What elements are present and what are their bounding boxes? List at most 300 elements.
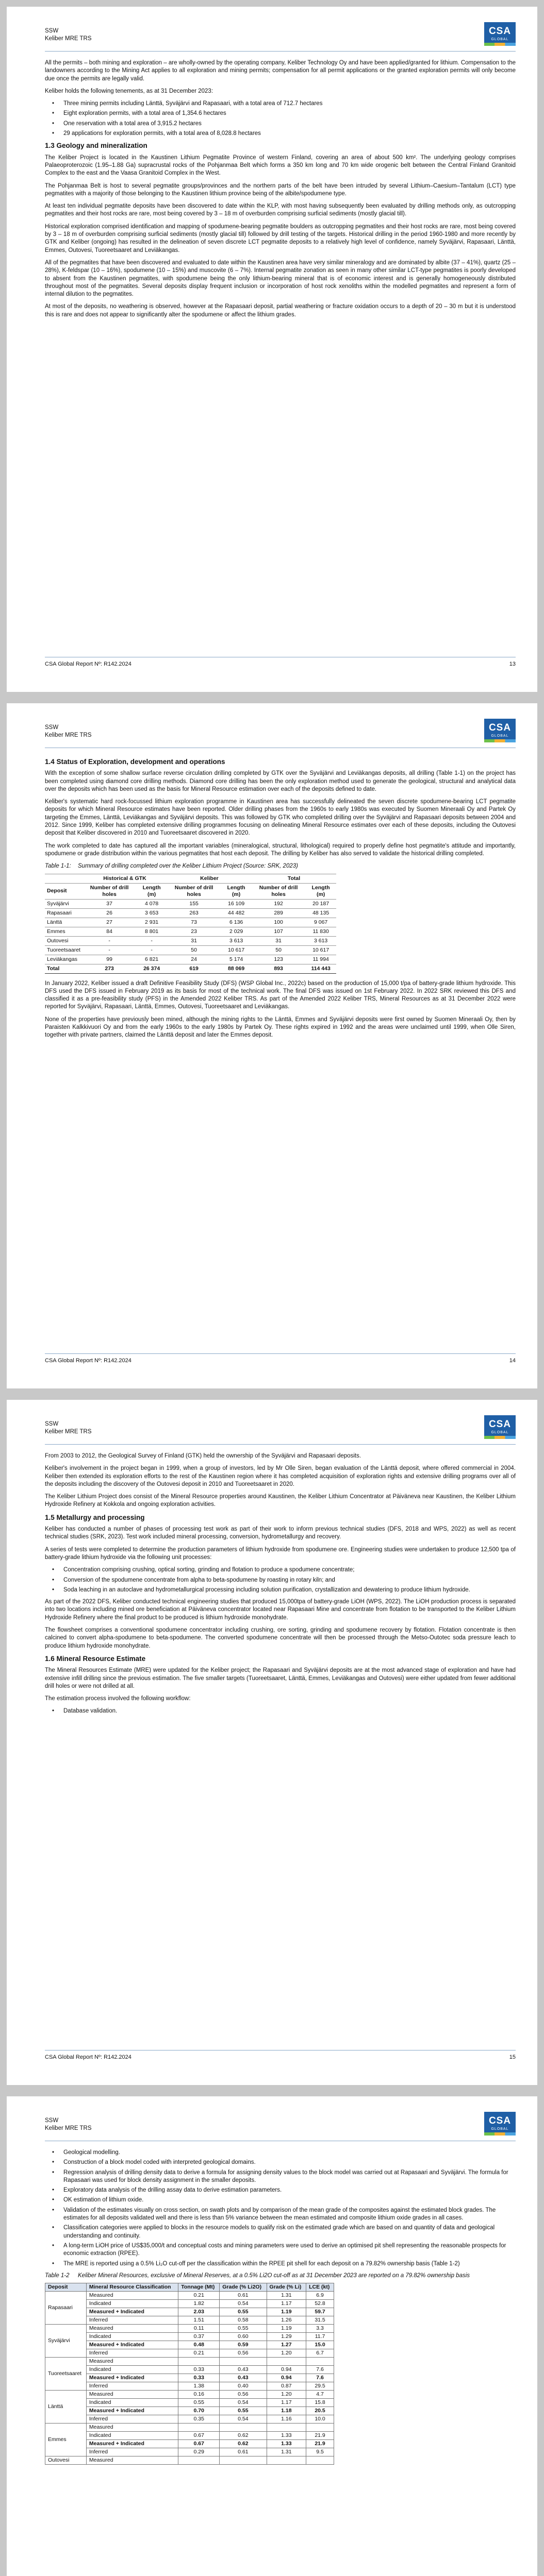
table-cell: 0.43 [220,2374,267,2382]
logo-subtext: GLOBAL [491,1431,509,1434]
table-cell: 114 443 [305,964,336,973]
bullet-item: • Conversion of the spodumene concentrate from alpha to beta-spodumene by roasting in rotary kiln; and [63,1577,516,1584]
company-name: SSW [45,1421,59,1427]
table-row [45,2341,334,2349]
table-row [45,955,336,964]
table-cell: 2 931 [136,918,167,927]
table-cell: 123 [252,955,305,964]
table-cell: Inferred [86,2349,178,2358]
table-row [45,2374,334,2382]
paragraph: None of the properties have previously been mined, although the mining rights to the Länttä, Emmes and Syväjärvi deposits were first owned by Suomen Mineraali Oy, then by Paraisten Kalkkivuori Oy and from the early 1960s to the early 1980s by Partek Oy. These rights expired in 1992 and the areas were unclaimed until 1999, when Olle Siren, together with private partners, claimed the Länttä deposit and later the Emmes deposit. [45,1016,516,1039]
table-cell: Indicated [86,2399,178,2407]
header-cell: Number of drill holes [167,883,221,899]
bullet-list [63,1707,516,1715]
header-cell: Length (m) [221,883,252,899]
table-row [45,2432,334,2440]
report-number: CSA Global Report Nº: R142.2024 [45,1358,131,1364]
table-cell: 1.16 [267,2415,306,2424]
table-cell: 1.26 [267,2316,306,2325]
paragraph: The estimation process involved the following workflow: [45,1696,191,1702]
table-cell: 4.7 [306,2391,334,2399]
table-cell: 0.35 [178,2415,220,2424]
report-page [7,2096,537,2576]
table-row [45,899,336,908]
table-cell: 1.31 [267,2448,306,2456]
report-name: Keliber MRE TRS [45,36,92,42]
table-caption-text: Summary of drilling completed over the Keliber Lithium Project (Source: SRK, 2023) [78,863,298,870]
bullet-list [63,2149,516,2268]
table-cell: 2.03 [178,2308,220,2316]
table-cell: 3.3 [306,2325,334,2333]
table-cell: 1.27 [267,2341,306,2349]
bullet-list [63,1566,516,1594]
table-row [45,2333,334,2341]
header-cell: Number of drill holes [83,883,136,899]
table-row [45,2325,334,2333]
paragraph: Keliber's systematic hard rock-focussed lithium exploration programme in Kaustinen area has successfully delineated the seven discrete spodumene-bearing LCT pegmatite deposits for which Mineral Resource estimates have been reported. Older drilling phases from the 1960s to early 1980s was executed by Suomen Mineraali Oy and Partek Oy targeting the Emmes, Länttä, Leviäkangas and Syväjärvi deposits. This was followed by GTK who completed drilling over the Syväjärvi and Rapasaari deposits between 2004 and 2012. Since 1999, Keliber has completed extensive drilling programmes focusing on delineating Mineral Resource estimates over each of these deposits, including the Outovesi deposit that Keliber discovered in 2010 and Tuoreetsaaret discovered in 2020. [45,799,516,837]
table-cell: 0.54 [220,2399,267,2407]
table-cell: 37 [83,899,136,908]
table-cell: - [83,936,136,945]
table-cell: 1.82 [178,2300,220,2308]
table-cell: 0.55 [220,2308,267,2316]
table-row [45,2456,334,2465]
table-cell: Measured + Indicated [86,2341,178,2349]
bullet-item: • Soda leaching in an autoclave and hydrometallurgical processing including solution purification, crystallization and dewatering to produce lithium hydroxide. [63,1586,516,1594]
table-row [45,2382,334,2391]
table-cell [306,2424,334,2432]
page-body [45,2149,516,2465]
logo-text: CSA [488,26,512,37]
header-cell: Number of drill holes [252,883,305,899]
page-header [45,724,92,739]
table-cell: 1.51 [178,2316,220,2325]
table-cell: 0.54 [220,2300,267,2308]
paragraph: The Keliber Project is located in the Kaustinen Lithium Pegmatite Province of western Finland, covering an area of about 500 km². The underlying geology comprises Palaeoproterozoic (1.95–1.88 Ga) supracrustal rocks of the Pohjanmaa Belt which forms a 350 km long and 70 km wide orogenic belt between the Central Finland Granitoid Complex to the east and the Vaasa Granitoid Complex in the West. [45,154,516,177]
table-cell: 0.40 [220,2382,267,2391]
table-cell: 0.55 [220,2407,267,2415]
table-cell [267,2424,306,2432]
table-cell: 0.94 [267,2374,306,2382]
page-number: 14 [509,1358,516,1364]
table-cell: 107 [252,927,305,936]
paragraph: Keliber's involvement in the project began in 1999, when a group of investors, led by Mr Olle Siren, began evaluation of the Länttä deposit, where offered commercial in 2004. Keliber then extended its exploration efforts to the rest of the Kaustinen region where it has completed acquisition of exploration rights and extensive drilling programs over all of the deposits including the discovery of the Outovesi deposit in 2010 and Tuoreetsaaret in 2020. [45,1465,516,1487]
table-row [45,2424,334,2432]
table-row [45,908,336,918]
bullet-item: • The MRE is reported using a 0.5% Li₂O cut-off per the classification within the RPEE pit shell for each deposit on a 79.82% ownership basis (Table 1-2) [63,2260,516,2268]
paragraph: In January 2022, Keliber issued a draft Definitive Feasibility Study (DFS) (WSP Global Inc., 2022c) based on the production of 15,000 t/pa of battery-grade lithium hydroxide. This DFS used the DFS issued in February 2019 as its basis for most of the technical work. The final DFS was issued on 1st February 2022. In 2022 SRK reviewed this DFS and classified it as a pre-feasibility study (PFS) in the Amended 2022 Keliber TRS. As part of the Amended 2022 Keliber TRS, Mineral Resources as at 31 December 2022 were reported for Syväjärvi, Rapasaari, Länttä, Emmes, Outovesi, Tuoreetsaaret and Leviäkangas. [45,980,516,1010]
bullet-item: • Eight exploration permits, with a total area of 1,354.6 hectares [63,110,516,117]
table-cell: 1.29 [267,2333,306,2341]
table-cell: Measured + Indicated [86,2308,178,2316]
bullet-item: • Database validation. [63,1707,516,1715]
table-cell: 4 078 [136,899,167,908]
table-cell: Indicated [86,2432,178,2440]
table-cell: 9 067 [305,918,336,927]
group-header-cell: Total [252,874,336,883]
table-cell: 0.21 [178,2349,220,2358]
table-cell: 1.20 [267,2391,306,2399]
table-cell: 6.9 [306,2292,334,2300]
table-cell: 0.33 [178,2366,220,2374]
table-cell: 0.55 [178,2399,220,2407]
table-cell [220,2456,267,2465]
header-cell [45,874,83,883]
table-cell: 2 029 [221,927,252,936]
logo-color-bar [484,43,516,46]
table-cell: 50 [252,945,305,955]
table-cell: 31 [167,936,221,945]
paragraph: The Keliber Lithium Project does consist of the Mineral Resource properties around Kaustinen, the Keliber Lithium Concentrator at Päiväneva near Kaustinen, the Keliber Lithium Hydroxide Refinery at Kokkola and ongoing exploration activities. [45,1494,516,1508]
table-cell: 0.54 [220,2415,267,2424]
table-cell: 20.5 [306,2407,334,2415]
header-cell: Grade (% Li) [267,2283,306,2292]
table-cell: 3 613 [305,936,336,945]
logo-color-bar [484,2132,516,2136]
table-cell: 59.7 [306,2308,334,2316]
table-cell: 31 [252,936,305,945]
table-cell: 619 [167,964,221,973]
table-row [45,2391,334,2399]
table-cell: 15.0 [306,2341,334,2349]
header-cell: Tonnage (Mt) [178,2283,220,2292]
csa-global-logo [484,2112,516,2136]
table-cell: 0.61 [220,2292,267,2300]
bullet-item: • Classification categories were applied to blocks in the resource models to qualify risk on the estimated grade which are based on and quantity of data and geological understanding and continuity. [63,2224,516,2240]
table-cell [306,2456,334,2465]
paragraph: All the permits – both mining and exploration – are wholly-owned by the operating company, Keliber Technology Oy and have been applied/granted for lithium. Compensation to the landowners according to the Mining Act applies to all exploration and mining permits; compensation for all permit applications or the granted exploration permits will only become due once the permits are legally valid. [45,60,516,82]
table-cell [178,2456,220,2465]
page-body [45,1452,516,1720]
table-row [45,2415,334,2424]
table-cell: Indicated [86,2366,178,2374]
bullet-item: • Three mining permits including Länttä, Syväjärvi and Rapasaari, with a total area of 712.7 hectares [63,100,516,108]
report-name: Keliber MRE TRS [45,2125,92,2131]
table-cell: 0.61 [220,2448,267,2456]
table-group-header [45,874,336,883]
table-cell: 0.43 [220,2366,267,2374]
table-cell: Indicated [86,2333,178,2341]
paragraph: As part of the 2022 DFS, Keliber conducted technical engineering studies that produced 15,000tpa of battery-grade LiOH (WPS, 2022). The LiOH production process is separated into two locations including mined ore beneficiation at Päiväneva concentrator located near Rapasaari Mine and concentrate from flotation to be transported to the Keliber Lithium Hydroxide Refinery where the final product to be produced is lithium hydroxide monohydrate. [45,1599,516,1621]
page-body [45,756,516,1044]
table-cell: 0.87 [267,2382,306,2391]
table-row [45,2300,334,2308]
table-cell: 88 069 [221,964,252,973]
header-cell: Deposit [45,883,83,899]
table-cell: - [136,945,167,955]
table-cell: 0.67 [178,2432,220,2440]
table-cell: 11 994 [305,955,336,964]
paragraph: Keliber has conducted a number of phases of processing test work as part of their work to inform previous technical studies (DFS, 2018 and WPS, 2022) as well as recent technical studies (SRK, 2023). Test work included mineral processing, conversion, hydrometallurgy and recovery. [45,1526,516,1540]
table-row [45,945,336,955]
table-cell: 27 [83,918,136,927]
table-cell [178,2358,220,2366]
table-cell: - [136,936,167,945]
logo-color-bar [484,1436,516,1439]
logo-color-bar [484,739,516,742]
table-cell: 1.33 [267,2432,306,2440]
table-caption [45,2272,516,2280]
table-cell: Measured [86,2292,178,2300]
table-caption [45,862,516,870]
table-cell [220,2358,267,2366]
table-cell: 26 374 [136,964,167,973]
table-cell: 273 [83,964,136,973]
table-cell: 7.6 [306,2366,334,2374]
group-header-cell: Historical & GTK [83,874,167,883]
table-cell: Measured + Indicated [86,2374,178,2382]
report-page [7,7,537,692]
table-row [45,2448,334,2456]
bullet-item: • Validation of the estimates visually on cross section, on swath plots and by comparison of the mean grade of the composites against the estimated block grades. The estimates for all deposits validated well and there is less than 5% variance between the mean estimated and composite lithium oxide grades in all cases. [63,2207,516,2223]
deposit-cell: Syväjärvi [45,2325,87,2358]
table-cell: 11.7 [306,2333,334,2341]
table-cell: 1.19 [267,2325,306,2333]
logo-text: CSA [488,722,512,733]
paragraph: At least ten individual pegmatite deposits have been discovered to date within the KLP, with most having subsequently been evaluated by drilling methods only, as outcropping pegmatites and their host rocks are rare, most being covered by 3 – 18 m of overburden comprising surficial sediments (mostly glacial till). [45,203,516,217]
table-cell: 100 [252,918,305,927]
table-cell: 7.6 [306,2374,334,2382]
table-cell: 10 617 [221,945,252,955]
table-cell: 73 [167,918,221,927]
bullet-item: • Regression analysis of drilling density data to derive a formula for assigning density values to the block model was carried out at Rapasaari and Syväjärvi. The formula for Rapasaari was used for block density assignment in the smaller deposits. [63,2169,516,2185]
paragraph: The Mineral Resources Estimate (MRE) were updated for the Keliber project; the Rapasaari and Syväjärvi deposits are at the most advanced stage of exploration and have had extensive infill drilling since the previous estimation. The five smaller targets (Tuoreetsaaret, Länttä, Emmes, Leviäkangas and Outovesi) were either updated from fewer additional drill holes or were not drilled at all. [45,1667,516,1689]
table-cell: 23 [167,927,221,936]
table-cell [306,2358,334,2366]
header-cell: Grade (% Li2O) [220,2283,267,2292]
page-footer [45,661,516,667]
report-number: CSA Global Report Nº: R142.2024 [45,2054,131,2060]
table-row [45,2399,334,2407]
table-cell: Indicated [86,2300,178,2308]
table-row [45,2292,334,2300]
table-cell: Länttä [45,918,83,927]
table-cell [267,2358,306,2366]
table-cell: Total [45,964,83,973]
table-cell: 6 136 [221,918,252,927]
table-cell: 5 174 [221,955,252,964]
section-heading: 1.5 Metallurgy and processing [45,1513,145,1521]
drilling-summary-table [45,874,336,974]
table-cell: Syväjärvi [45,899,83,908]
bullet-item: • One reservation with a total area of 3,915.2 hectares [63,120,516,128]
table-cell: 1.33 [267,2440,306,2448]
table-cell: 6.7 [306,2349,334,2358]
table-cell [178,2424,220,2432]
page-footer [45,2054,516,2060]
table-cell: Outovesi [45,936,83,945]
table-cell: 6 821 [136,955,167,964]
table-cell: 48 135 [305,908,336,918]
table-cell: 0.48 [178,2341,220,2349]
table-cell: 21.9 [306,2440,334,2448]
header-cell: LCE (kt) [306,2283,334,2292]
table-cell: 29.5 [306,2382,334,2391]
table-cell: 0.70 [178,2407,220,2415]
table-cell: 0.60 [220,2333,267,2341]
report-page [7,703,537,1388]
table-cell: 3 613 [221,936,252,945]
paragraph: The work completed to date has captured all the important variables (mineralogical, structural, lithological) required to properly define host pegmatite's attitude and importantly, spodumene or grade distribution within the various pegmatites that host each deposit. The drilling by Keliber has also served to validate the historical drilling completed. [45,842,516,857]
deposit-cell: Länttä [45,2391,87,2424]
table-cell: Rapasaari [45,908,83,918]
table-cell: 1.18 [267,2407,306,2415]
bullet-item: • A long-term LiOH price of US$35,000/t and conceptual costs and mining parameters were used to derive an optimised pit shell representing the reasonable prospects for economic extraction (RPEE). [63,2242,516,2258]
footer-rule [45,1353,516,1354]
table-cell: 9.5 [306,2448,334,2456]
table-row [45,2366,334,2374]
table-cell: 3 653 [136,908,167,918]
paragraph: Historical exploration comprised identification and mapping of spodumene-bearing pegmatite boulders as outcropping pegmatites and their host rocks are rare, most being covered by 3 – 18 m of overburden comprising surficial sediments (mostly glacial till) followed by drill testing of the targets. Historical drilling in the period 1960-1980 and more recently by GTK and Keliber (ongoing) has resulted in the delineation of seven discrete LCT pegmatite deposits to a relatively high level of confidence, namely Syväjärvi, Rapasaari, Länttä, Emmes, Outovesi, Tuoreetsaaret and Leviäkangas. [45,223,516,253]
header-cell: Length (m) [136,883,167,899]
table-cell: 1.31 [267,2292,306,2300]
page-body [45,59,516,324]
logo-subtext: GLOBAL [491,38,509,41]
table-cell: 1.19 [267,2308,306,2316]
paragraph: The Pohjanmaa Belt is host to several pegmatite groups/provinces and the northern parts of the belt have been intruded by several Lithium–Caesium–Tantalum (LCT) type pegmatites with a majority of those belonging to the Kaustinen lithium province being of the albite/spodumene type. [45,182,516,197]
paragraph: All of the pegmatites that have been discovered and evaluated to date within the Kaustinen area have very similar mineralogy and are dominated by albite (37 – 41%), quartz (25 – 28%), K-feldspar (10 – 16%), spodumene (10 – 15%) and muscovite (6 – 7%). Internal pegmatite zonation as seen in many other similar LCT-type pegmatites is poorly developed to absent from the Kaustinen pegmatites, with spodumene being the only lithium-bearing mineral that is of economic interest and is generally homogeneously distributed throughout most of the pegmatites. Several deposits display frequent inclusion or incorporation of host rock xenoliths within the modelled pegmatites and represent a form of internal dilution to the pegmatites. [45,259,516,298]
table-cell: 10 617 [305,945,336,955]
table-cell: 0.62 [220,2440,267,2448]
header-cell: Length (m) [305,883,336,899]
table-cell [267,2456,306,2465]
table-cell: 1.38 [178,2382,220,2391]
table-cell: 44 482 [221,908,252,918]
table-cell: 16 109 [221,899,252,908]
table-cell: 0.55 [220,2325,267,2333]
page-footer [45,1358,516,1364]
table-row [45,936,336,945]
table-cell: 155 [167,899,221,908]
table-row [45,2440,334,2448]
table-cell: 84 [83,927,136,936]
company-name: SSW [45,2117,59,2124]
table-cell: 0.94 [267,2366,306,2374]
table-cell: 52.8 [306,2300,334,2308]
company-name: SSW [45,28,59,34]
table-row [45,2316,334,2325]
table-row [45,2407,334,2415]
section-heading: 1.6 Mineral Resource Estimate [45,1654,146,1663]
report-name: Keliber MRE TRS [45,732,92,738]
deposit-cell: Tuoreetsaaret [45,2358,87,2391]
page-header [45,27,92,43]
table-cell: 31.5 [306,2316,334,2325]
deposit-cell: Outovesi [45,2456,87,2465]
table-cell: 15.8 [306,2399,334,2407]
page-number: 13 [509,661,516,667]
table-cell: 24 [167,955,221,964]
table-cell: Tuoreetsaaret [45,945,83,955]
bullet-item: • OK estimation of lithium oxide. [63,2196,516,2204]
table-cell: Inferred [86,2448,178,2456]
bullet-item: • Geological modelling. [63,2149,516,2157]
paragraph: A series of tests were completed to determine the production parameters of lithium hydroxide from spodumene ore. Engineering studies were undertaken to produce 12,500 tpa of battery-grade lithium hydroxide via the following unit processes: [45,1546,516,1561]
deposit-cell: Rapasaari [45,2292,87,2325]
bullet-item: • Concentration comprising crushing, optical sorting, grinding and flotation to produce a spodumene concentrate; [63,1566,516,1574]
section-heading: 1.4 Status of Exploration, development and operations [45,758,225,766]
logo-text: CSA [488,2115,512,2126]
paragraph: From 2003 to 2012, the Geological Survey of Finland (GTK) held the ownership of the Syväjärvi and Rapasaari deposits. [45,1453,361,1459]
header-rule [45,1444,516,1445]
table-cell: Inferred [86,2382,178,2391]
table-cell: Leviäkangas [45,955,83,964]
bullet-item: • Construction of a block model coded with interpreted geological domains. [63,2159,516,2166]
header-cell: Deposit [45,2283,87,2292]
report-number: CSA Global Report Nº: R142.2024 [45,661,131,667]
report-name: Keliber MRE TRS [45,1429,92,1435]
table-cell: Measured [86,2358,178,2366]
table-cell: 10.0 [306,2415,334,2424]
table-caption-text: Keliber Mineral Resources, exclusive of Mineral Reserves, at a 0.5% Li2O cut-off as at 31 December 2023 are reported on a 79.82% ownership basis [78,2272,470,2279]
deposit-cell: Emmes [45,2424,87,2456]
paragraph: Keliber holds the following tenements, as at 31 December 2023: [45,88,213,94]
table-cell: Measured + Indicated [86,2440,178,2448]
table-cell: 99 [83,955,136,964]
table-cell: 11 830 [305,927,336,936]
table-cell: 0.56 [220,2349,267,2358]
mineral-resources-table [45,2283,334,2465]
table-total-row [45,964,336,973]
bullet-item: • 29 applications for exploration permits, with a total area of 8,028.8 hectares [63,130,516,138]
table-cell: 289 [252,908,305,918]
table-cell: 0.58 [220,2316,267,2325]
page-header [45,1420,92,1436]
section-heading: 1.3 Geology and mineralization [45,142,147,150]
table-cell: Inferred [86,2415,178,2424]
table-cell: Measured + Indicated [86,2407,178,2415]
table-cell: - [83,945,136,955]
logo-text: CSA [488,1419,512,1430]
table-cell: 0.56 [220,2391,267,2399]
table-caption-label: Table 1-1: [45,863,71,870]
csa-global-logo [484,719,516,742]
company-name: SSW [45,724,59,731]
paragraph: With the exception of some shallow surface reverse circulation drilling completed by GTK over the Syväjärvi and Leviäkangas deposits, all drilling (Table 1-1) on the project has been completed using diamond core drilling methods. Diamond core drilling has been the only exploration method used to generate the geological, structural and analytical data over the deposits which has been used as the basis for Mineral Resource estimation over each of the deposits defined to date. [45,770,516,792]
table-cell: 1.20 [267,2349,306,2358]
table-cell: 0.29 [178,2448,220,2456]
table-cell: Inferred [86,2316,178,2325]
table-cell [220,2424,267,2432]
table-caption-label: Table 1-2 [45,2272,70,2279]
table-cell: Measured [86,2325,178,2333]
table-cell: 192 [252,899,305,908]
logo-subtext: GLOBAL [491,2127,509,2131]
table-cell: 0.21 [178,2292,220,2300]
table-cell: 0.59 [220,2341,267,2349]
table-cell: Measured [86,2391,178,2399]
table-cell: 0.16 [178,2391,220,2399]
group-header-cell: Keliber [167,874,252,883]
table-cell: 1.17 [267,2300,306,2308]
paragraph: At most of the deposits, no weathering is observed, however at the Rapasaari deposit, partial weathering or fracture oxidation occurs to a depth of 20 – 30 m but it is understood this is rare and does not appear to significantly alter the spodumene or affect the lithium grades. [45,303,516,318]
table-cell: 50 [167,945,221,955]
report-page [7,1400,537,2085]
page-number: 15 [509,2054,516,2060]
table-cell: 0.33 [178,2374,220,2382]
table-header-row [45,2283,334,2292]
table-cell: 0.37 [178,2333,220,2341]
header-cell: Mineral Resource Classification [86,2283,178,2292]
csa-global-logo [484,22,516,46]
header-rule [45,51,516,52]
bullet-list [63,100,516,138]
table-cell: Emmes [45,927,83,936]
table-cell: 8 801 [136,927,167,936]
table-cell: Measured [86,2456,178,2465]
table-cell: 0.11 [178,2325,220,2333]
table-cell: 26 [83,908,136,918]
